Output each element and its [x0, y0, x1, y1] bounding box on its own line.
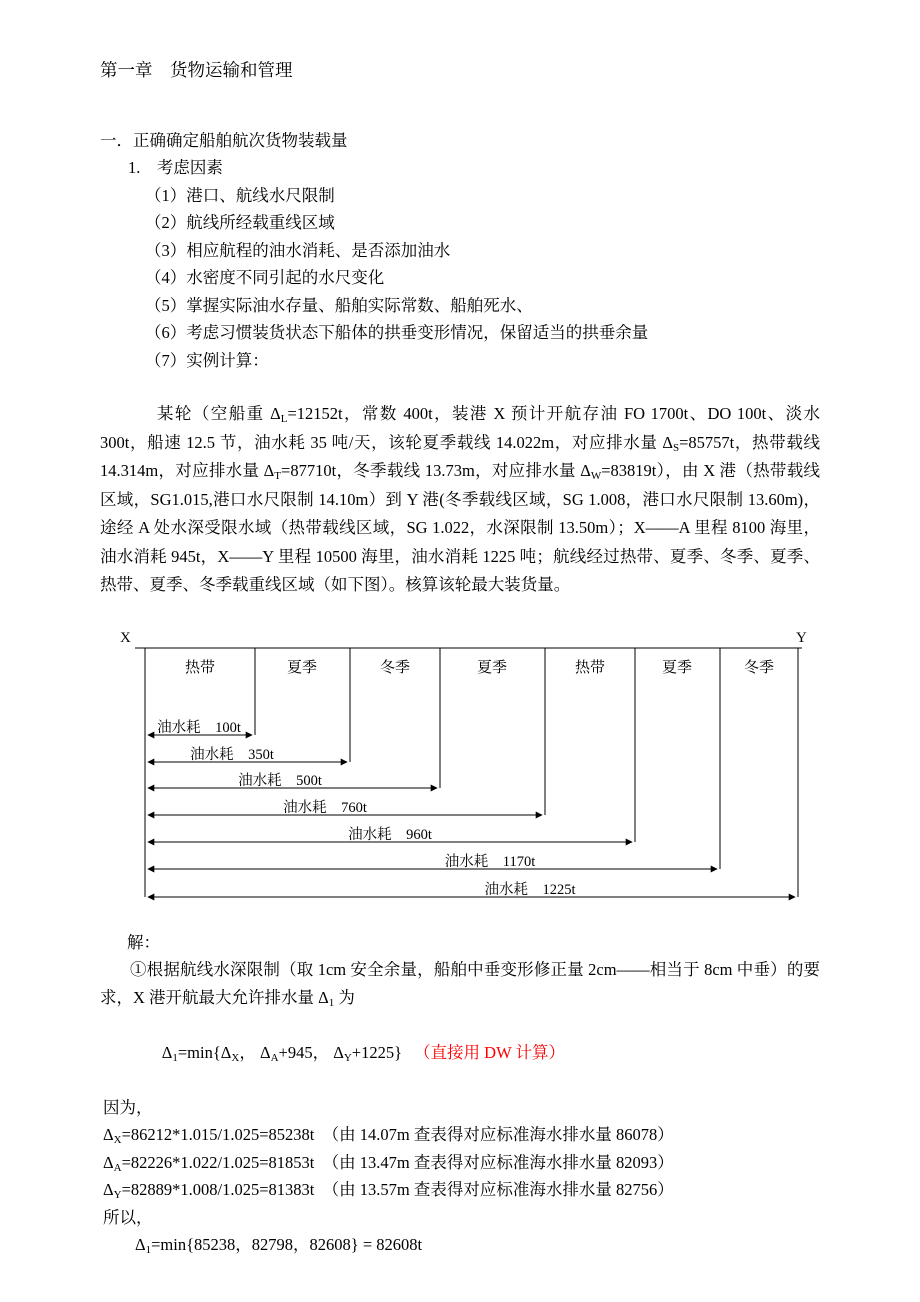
factor-item: （1）港口、航线水尺限制 — [145, 185, 335, 205]
factor-item: （7）实例计算： — [145, 350, 269, 370]
diagram-origin-label: X — [120, 629, 131, 646]
factor-item: （2）航线所经载重线区域 — [145, 213, 335, 232]
conclusion-line: $\Delta_1=\min\{85238$，82798，82608} = 82608t — [135, 1235, 423, 1256]
chapter-title: 第一章 货物运输和管理 — [100, 60, 293, 80]
factor-item: （6）考虑习惯装货状态下船体的拱垂变形情况，保留适当的拱垂余量 — [145, 323, 649, 342]
loadline-zone-diagram — [100, 630, 815, 913]
arrow-label: 油水耗 760t — [283, 799, 367, 816]
arrow-label: 油水耗 1225t — [484, 881, 576, 898]
calc-line: $\Delta_Y=82889*1.008/1.025=81383t$ （由 13.57m 查表得对应标准海水排水量 82756） — [103, 1180, 674, 1201]
arrow-label: 油水耗 960t — [348, 826, 432, 843]
arrow-label: 油水耗 1170t — [444, 853, 536, 870]
arrow-label: 油水耗 100t — [157, 719, 241, 736]
list-heading: 1. 考虑因素 — [128, 158, 223, 177]
solution-heading: 解： — [127, 932, 160, 952]
because-label: 因为， — [103, 1097, 153, 1117]
factor-item: （5）掌握实际油水存量、船舶实际常数、船舶死水、 — [145, 295, 533, 315]
calc-line: $\Delta_X=86212*1.015/1.025=85238t$ （由 14.07m 查表得对应标准海水排水量 86078） — [103, 1125, 674, 1146]
red-note: （直接用 DW 计算） — [414, 1042, 565, 1062]
example-paragraph: 某轮（空船重 $\Delta_L=12152t$，常数 400t，装港 X 预计开航存油 FO 1700t、DO 100t、淡水 300t，船速 12.5 节，油水耗 35 吨/天，该轮夏季载线 14.022m，对应排水量 $\Delta_S=85757t$，热带载线 14.314m，对应排水量 $\Delta_T=87710t$，冬季载线 13.73m，对应排水量 $\Delta_W=83819t$），由 X 港（热带载线区域，SG1.015,港口水尺限制 14.10m）到 Y 港(冬季载线区域，SG 1.008，港口水尺限制 13.60m)，途经 A 处水深受限水域（热带载线区域，SG 1.022，水深限制 13.50m）；X——A 里程 8100 海里，油水消耗 945t，X——Y 里程 10500 海里，油水消耗 1225 吨；航线经过热带、夏季、冬季、夏季、热带、夏季、冬季载重线区域（如下图）。核算该轮最大装货量。 — [100, 404, 820, 594]
zone-label: 夏季 — [661, 659, 693, 676]
factors-list — [100, 182, 820, 375]
therefore-label: 所以， — [103, 1207, 153, 1227]
diagram-destination-label: Y — [796, 629, 807, 646]
zone-label: 夏季 — [286, 659, 318, 676]
zone-label: 夏季 — [476, 659, 508, 676]
delta1-formula-line — [137, 1011, 820, 1094]
zone-label: 热带 — [184, 659, 216, 676]
section-heading: 一．正确确定船舶航次货物装载量 — [100, 130, 348, 150]
arrow-label: 油水耗 350t — [190, 746, 274, 763]
zone-label: 冬季 — [379, 659, 411, 676]
factor-item: （3）相应航程的油水消耗、是否添加油水 — [145, 240, 451, 260]
calc-line: $\Delta_A=82226*1.022/1.025=81853t$ （由 13.47m 查表得对应标准海水排水量 82093） — [103, 1152, 674, 1174]
factor-item: （4）水密度不同引起的水尺变化 — [145, 268, 385, 287]
zone-label: 冬季 — [743, 659, 775, 676]
delta1-formula: $\Delta_1=\min\{\Delta_X$， $\Delta_A+945$， $\Delta_Y+1225$} — [161, 1042, 403, 1064]
zone-label: 热带 — [574, 659, 606, 676]
solution-step: ①根据航线水深限制（取 1cm 安全余量，船舶中垂变形修正量 2cm——相当于 8cm 中垂）的要求，X 港开航最大允许排水量 $\Delta_1$ 为 — [100, 960, 820, 1009]
arrow-label: 油水耗 500t — [238, 772, 322, 789]
